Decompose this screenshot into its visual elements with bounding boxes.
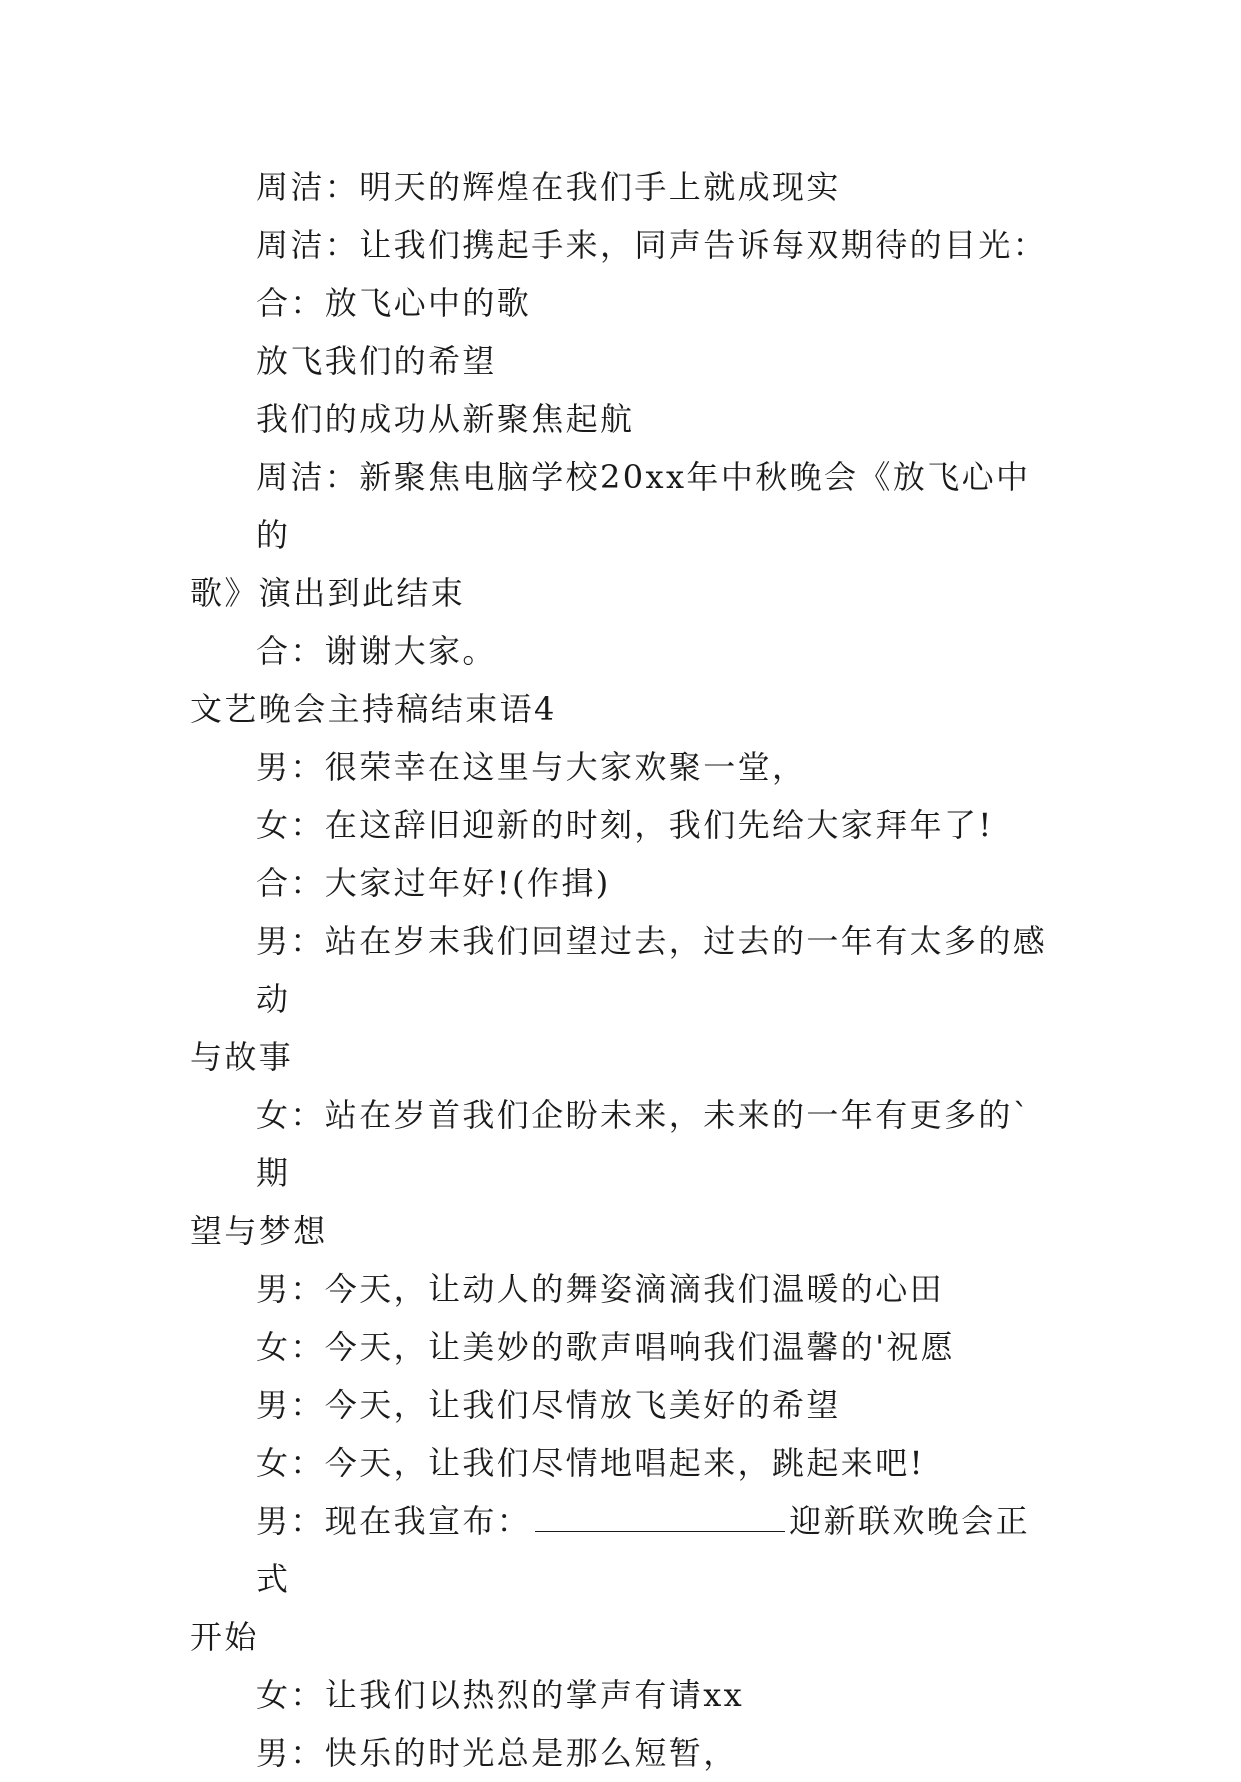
paragraph: 女：今天，让我们尽情地唱起来，跳起来吧! xyxy=(256,1444,925,1482)
paragraph-continuation: 望与梦想 xyxy=(190,1212,328,1250)
paragraph: 放飞我们的希望 xyxy=(256,342,497,380)
announcement-paragraph xyxy=(190,1492,1050,1666)
paragraph: 男：很荣幸在这里与大家欢聚一堂， xyxy=(256,748,807,786)
paragraph-line: 周洁：新聚焦电脑学校20xx年中秋晚会《放飞心中的 xyxy=(256,458,1031,554)
announcement-prefix: 男：现在我宣布： xyxy=(256,1502,532,1540)
fill-in-blank xyxy=(535,1507,785,1532)
section-heading: 文艺晚会主持稿结束语4 xyxy=(190,690,557,728)
paragraph-line: 女：站在岁首我们企盼未来，未来的一年有更多的`期 xyxy=(256,1096,1032,1192)
paragraph: 合：谢谢大家。 xyxy=(256,632,497,670)
paragraph-continuation: 歌》演出到此结束 xyxy=(190,574,466,612)
paragraph xyxy=(190,448,1050,622)
paragraph: 女：让我们以热烈的掌声有请xx xyxy=(256,1676,745,1714)
paragraph xyxy=(190,1086,1050,1260)
paragraph xyxy=(190,912,1050,1086)
paragraph: 男：今天，让我们尽情放飞美好的希望 xyxy=(256,1386,841,1424)
announcement-suffix: 迎新联欢晚会正式 xyxy=(256,1502,1031,1598)
paragraph: 男：快乐的时光总是那么短暂， xyxy=(256,1734,738,1772)
paragraph: 我们的成功从新聚焦起航 xyxy=(256,400,635,438)
paragraph: 周洁：让我们携起手来，同声告诉每双期待的目光： xyxy=(256,226,1048,264)
paragraph-line: 男：站在岁末我们回望过去，过去的一年有太多的感动 xyxy=(256,922,1048,1018)
paragraph: 合：放飞心中的歌 xyxy=(256,284,532,322)
paragraph: 周洁：明天的辉煌在我们手上就成现实 xyxy=(256,168,841,206)
paragraph-continuation: 开始 xyxy=(190,1618,259,1656)
paragraph: 男：今天，让动人的舞姿滴滴我们温暖的心田 xyxy=(256,1270,945,1308)
document-body xyxy=(190,158,1050,1782)
paragraph: 合：大家过年好!(作揖) xyxy=(256,864,611,902)
paragraph: 女：在这辞旧迎新的时刻，我们先给大家拜年了! xyxy=(256,806,994,844)
paragraph: 女：今天，让美妙的歌声唱响我们温馨的'祝愿 xyxy=(256,1328,956,1366)
paragraph-continuation: 与故事 xyxy=(190,1038,294,1076)
